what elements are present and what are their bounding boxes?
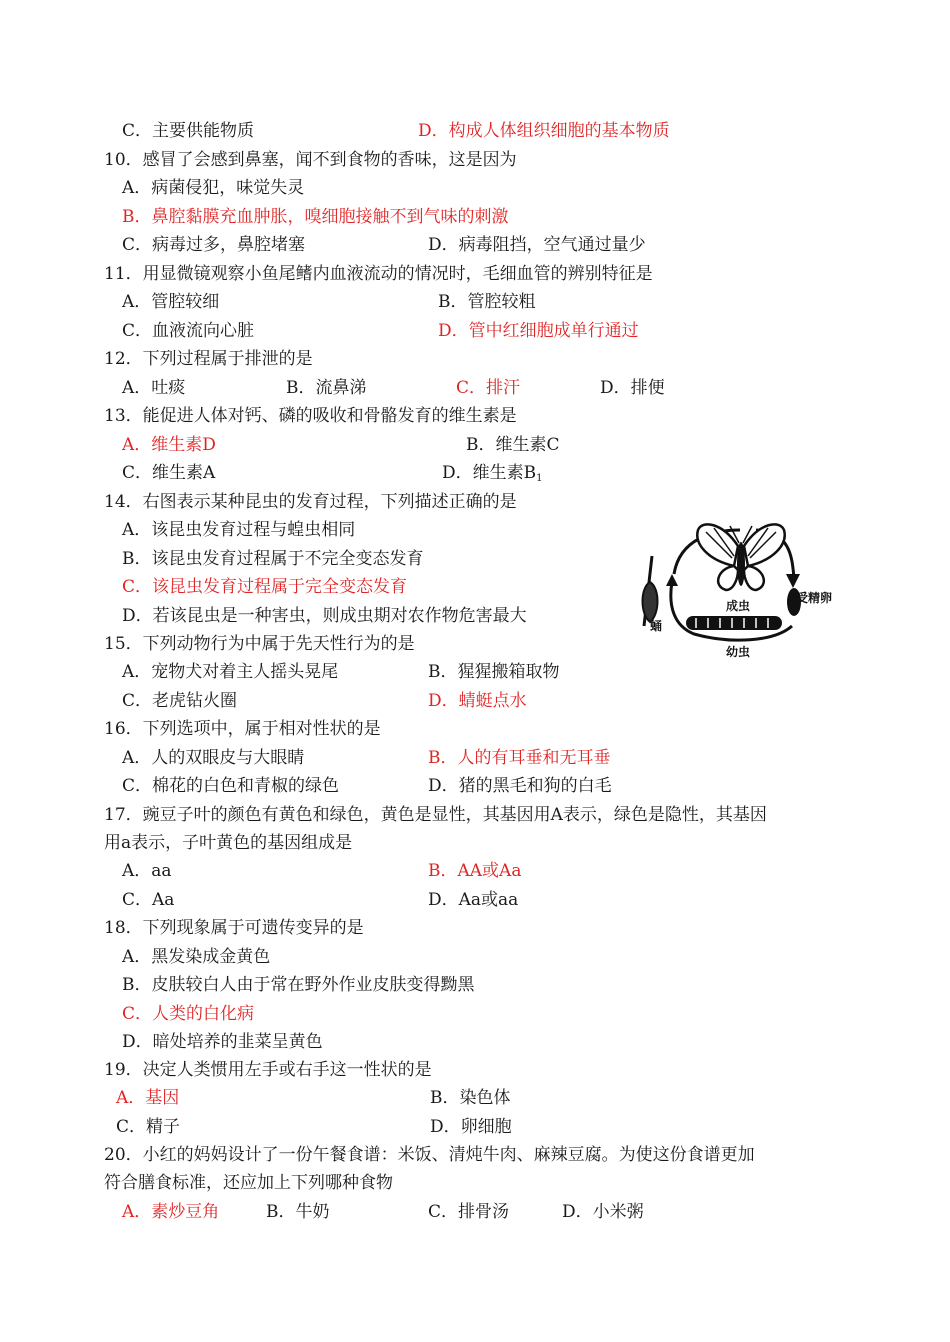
pupa-icon xyxy=(643,556,658,626)
q10-option-c: C．病毒过多，鼻腔堵塞 xyxy=(122,235,306,255)
q14-option-d: D．若该昆虫是一种害虫，则成虫期对农作物危害最大 xyxy=(122,606,527,626)
q13-option-d xyxy=(442,462,543,490)
q20-stem-line2: 符合膳食标准，还应加上下列哪种食物 xyxy=(104,1173,393,1193)
q17-option-b: B．AA或Aa xyxy=(428,861,522,881)
q19-option-b: B．染色体 xyxy=(430,1088,511,1108)
butterfly-icon xyxy=(697,524,784,590)
q19-option-a: A．基因 xyxy=(116,1088,180,1108)
q16-option-b: B．人的有耳垂和无耳垂 xyxy=(428,748,611,768)
q20-option-a: A．素炒豆角 xyxy=(122,1202,220,1222)
q11-option-c: C．血液流向心脏 xyxy=(122,321,255,341)
q16-option-a: A．人的双眼皮与大眼睛 xyxy=(122,748,305,768)
q17-stem-line2: 用a表示，子叶黄色的基因组成是 xyxy=(104,833,353,853)
q14-option-c: C．该昆虫发育过程属于完全变态发育 xyxy=(122,577,408,597)
q14-stem: 14．右图表示某种昆虫的发育过程，下列描述正确的是 xyxy=(104,492,517,512)
q19-option-c: C．精子 xyxy=(116,1117,181,1137)
q19-stem: 19．决定人类惯用左手或右手这一性状的是 xyxy=(104,1060,432,1080)
q12-option-a: A．吐痰 xyxy=(122,378,186,398)
label-pupa: 蛹 xyxy=(650,619,663,633)
q20-stem-line1: 20．小红的妈妈设计了一份午餐食谱：米饭、清炖牛肉、麻辣豆腐。为使这份食谱更加 xyxy=(104,1145,755,1165)
q13-option-d-text: D．维生素B xyxy=(442,463,537,483)
q20-option-b: B．牛奶 xyxy=(266,1202,330,1222)
q15-option-d: D．蜻蜓点水 xyxy=(428,691,527,711)
q12-stem: 12．下列过程属于排泄的是 xyxy=(104,349,313,369)
q11-option-b: B．管腔较粗 xyxy=(438,292,536,312)
label-adult: 成虫 xyxy=(726,599,751,613)
q13-stem: 13．能促进人体对钙、磷的吸收和骨骼发育的维生素是 xyxy=(104,406,517,426)
q17-option-a: A．aa xyxy=(122,861,172,881)
q15-option-a: A．宠物犬对着主人摇头晃尾 xyxy=(122,662,339,682)
q12-option-d: D．排便 xyxy=(600,378,665,398)
q10-option-d: D．病毒阻挡，空气通过量少 xyxy=(428,235,646,255)
q14-option-b: B．该昆虫发育过程属于不完全变态发育 xyxy=(122,549,424,569)
q15-option-c: C．老虎钻火圈 xyxy=(122,691,238,711)
q11-stem: 11．用显微镜观察小鱼尾鳍内血液流动的情况时，毛细血管的辨别特征是 xyxy=(104,264,653,284)
label-larva: 幼虫 xyxy=(726,645,751,659)
q18-option-c: C．人类的白化病 xyxy=(122,1004,255,1024)
q13-option-b: B．维生素C xyxy=(466,435,560,455)
q11-option-a: A．管腔较细 xyxy=(122,292,220,312)
q12-option-c: C．排汗 xyxy=(456,378,521,398)
q17-option-c: C．Aa xyxy=(122,890,175,910)
q11-option-d: D．管中红细胞成单行通过 xyxy=(438,321,639,341)
q15-option-b: B．猩猩搬箱取物 xyxy=(428,662,560,682)
insect-lifecycle-diagram xyxy=(634,516,846,666)
q12-option-b: B．流鼻涕 xyxy=(286,378,367,398)
q13-option-c: C．维生素A xyxy=(122,463,216,483)
larva-icon xyxy=(686,616,782,630)
q9-option-c: C．主要供能物质 xyxy=(122,121,255,141)
q16-option-c: C．棉花的白色和青椒的绿色 xyxy=(122,776,340,796)
q14-option-a: A．该昆虫发育过程与蝗虫相同 xyxy=(122,520,356,540)
q18-option-d: D．暗处培养的韭菜呈黄色 xyxy=(122,1032,323,1052)
q17-stem-line1: 17．豌豆子叶的颜色有黄色和绿色，黄色是显性，其基因用A表示，绿色是隐性，其基因 xyxy=(104,805,767,825)
q19-option-d: D．卵细胞 xyxy=(430,1117,512,1137)
q10-stem: 10．感冒了会感到鼻塞，闻不到食物的香味，这是因为 xyxy=(104,150,517,170)
arrow-to-egg xyxy=(786,574,800,588)
q16-option-d: D．猪的黑毛和狗的白毛 xyxy=(428,776,612,796)
q18-stem: 18．下列现象属于可遗传变异的是 xyxy=(104,918,364,938)
arrow-to-pupa xyxy=(666,574,678,586)
q10-option-b: B．鼻腔黏膜充血肿胀，嗅细胞接触不到气味的刺激 xyxy=(122,207,509,227)
label-egg: 受精卵 xyxy=(796,591,833,605)
q13-option-a: A．维生素D xyxy=(122,435,216,455)
q18-option-a: A．黑发染成金黄色 xyxy=(122,947,271,967)
q10-option-a: A．病菌侵犯，味觉失灵 xyxy=(122,178,305,198)
q16-stem: 16．下列选项中，属于相对性状的是 xyxy=(104,719,381,739)
q20-option-c: C．排骨汤 xyxy=(428,1202,510,1222)
q17-option-d: D．Aa或aa xyxy=(428,890,519,910)
q18-option-b: B．皮肤较白人由于常在野外作业皮肤变得黝黑 xyxy=(122,975,475,995)
q13-option-d-subscript: 1 xyxy=(536,473,543,484)
q15-stem: 15．下列动物行为中属于先天性行为的是 xyxy=(104,634,415,654)
q20-option-d: D．小米粥 xyxy=(562,1202,644,1222)
q9-option-d: D．构成人体组织细胞的基本物质 xyxy=(418,121,670,141)
